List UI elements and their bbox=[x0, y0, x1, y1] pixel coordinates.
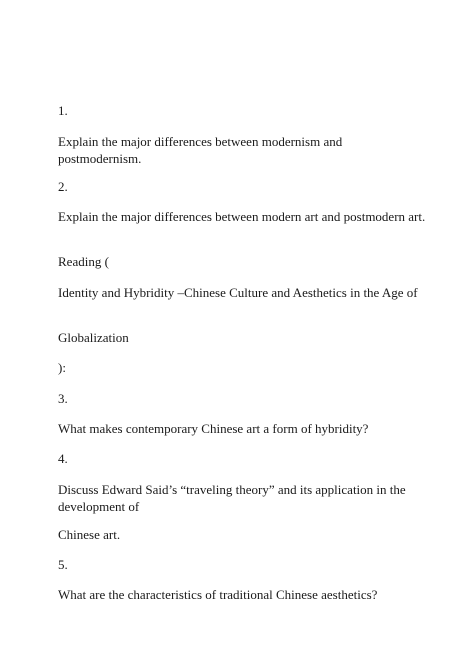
reading-title-continuation: Globalization bbox=[58, 330, 129, 345]
question-number-5: 5. bbox=[58, 557, 68, 572]
question-number-1: 1. bbox=[58, 103, 68, 118]
question-3-text: What makes contemporary Chinese art a form of hybridity? bbox=[58, 421, 369, 436]
question-4-text: Discuss Edward Said’s “traveling theory” and its application in the development of bbox=[58, 482, 406, 514]
question-number-3: 3. bbox=[58, 391, 68, 406]
reading-title: Identity and Hybridity –Chinese Culture and Aesthetics in the Age of bbox=[58, 285, 418, 300]
reading-close-paren: ): bbox=[58, 360, 66, 375]
question-number-4: 4. bbox=[58, 451, 68, 466]
question-number-2: 2. bbox=[58, 179, 68, 194]
question-1-text: Explain the major differences between modernism and postmodernism. bbox=[58, 134, 343, 166]
question-4-continuation: Chinese art. bbox=[58, 527, 121, 542]
question-2-text: Explain the major differences between modern art and postmodern art. bbox=[58, 209, 426, 224]
question-5-text: What are the characteristics of traditional Chinese aesthetics? bbox=[58, 587, 378, 602]
reading-heading: Reading ( bbox=[58, 254, 109, 269]
